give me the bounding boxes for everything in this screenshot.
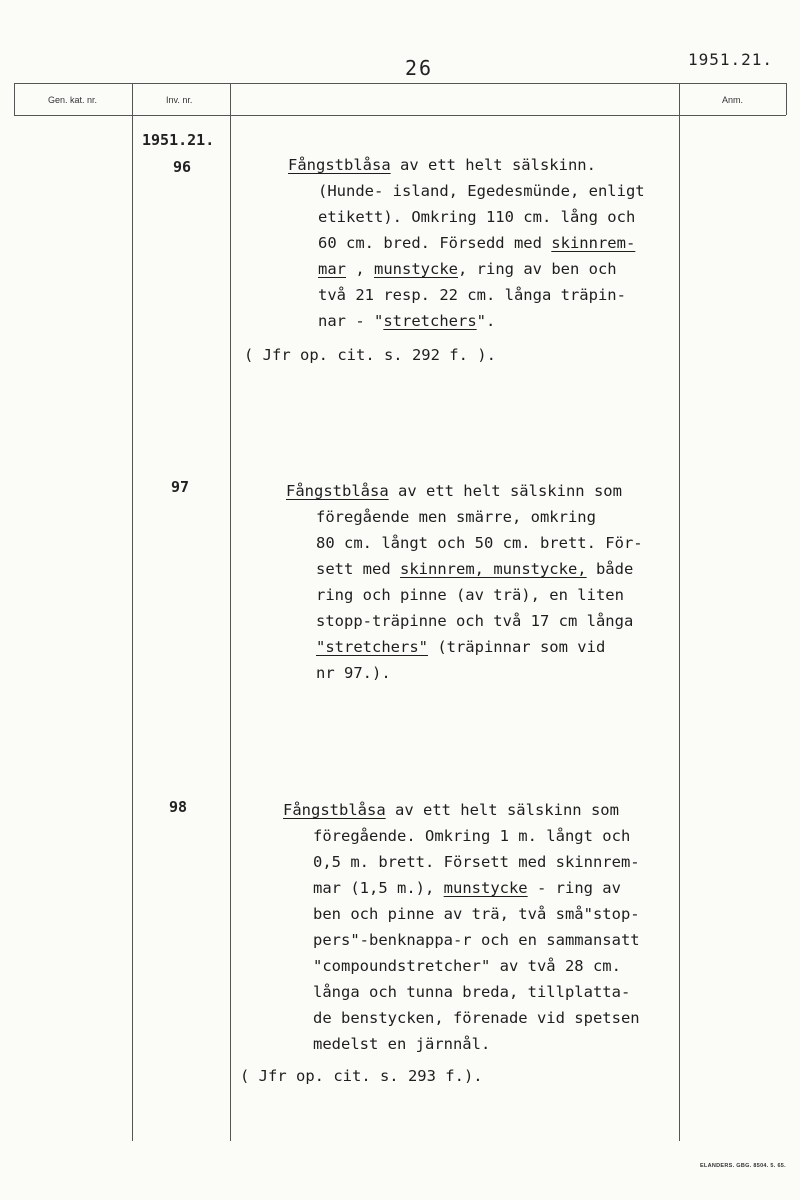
- entry-96-line: ".: [476, 312, 496, 330]
- entry-98-line: långa och tunna breda, tillplatta-: [313, 983, 631, 1001]
- entry-98-line: medelst en järnnål.: [313, 1035, 491, 1053]
- entry-97-underlined-term: skinnrem, munstycke,: [400, 560, 587, 578]
- entry-98-line: pers"-benknappa-r och en sammansatt: [313, 931, 640, 949]
- collection-number: 1951.21.: [142, 131, 215, 149]
- entry-96-line: två 21 resp. 22 cm. långa träpin-: [318, 286, 626, 304]
- entry-96-underlined-term: munstycke: [374, 260, 458, 278]
- entry-98-line: föregående. Omkring 1 m. långt och: [313, 827, 631, 845]
- entry-97-description: [286, 478, 716, 686]
- entry-98-line: "compoundstretcher" av två 28 cm.: [313, 957, 621, 975]
- column-head-inv-nr: Inv. nr.: [166, 95, 193, 105]
- entry-97-line: (träpinnar som vid: [427, 638, 606, 656]
- entry-97-line: föregående men smärre, omkring: [316, 508, 596, 526]
- entry-97-line: 80 cm. långt och 50 cm. brett. För-: [316, 534, 643, 552]
- entry-96-reference: ( Jfr op. cit. s. 292 f. ).: [244, 346, 496, 364]
- catalog-code: 1951.21.: [688, 50, 774, 69]
- entry-97-title: Fångstblåsa: [286, 482, 389, 500]
- entry-96-title: Fångstblåsa: [288, 156, 391, 174]
- entry-97-line: ring och pinne (av trä), en liten: [316, 586, 624, 604]
- entry-98-line: mar (1,5 m.),: [313, 879, 444, 897]
- entry-96-line: , ring av ben och: [458, 260, 617, 278]
- entry-98-line: 0,5 m. brett. Försett med skinnrem-: [313, 853, 640, 871]
- entry-97-underlined-term: "stretchers": [316, 638, 428, 656]
- entry-96-line: etikett). Omkring 110 cm. lång och: [318, 208, 636, 226]
- inventory-number-96: 96: [173, 158, 192, 176]
- entry-96-underlined-term: stretchers: [383, 312, 477, 330]
- entry-96-description: [288, 152, 718, 334]
- entry-98-line: - ring av: [527, 879, 621, 897]
- entry-97-line: av ett helt sälskinn som: [388, 482, 622, 500]
- column-divider-inv-desc: [230, 83, 231, 1141]
- entry-96-underlined-term: mar: [318, 260, 346, 278]
- page-number: 26: [405, 56, 434, 80]
- entry-98-line: ben och pinne av trä, två små"stop-: [313, 905, 640, 923]
- entry-98-line: de benstycken, förenade vid spetsen: [313, 1009, 640, 1027]
- entry-97-line: stopp-träpinne och två 17 cm långa: [316, 612, 634, 630]
- entry-98-line: av ett helt sälskinn som: [385, 801, 619, 819]
- entry-96-line: av ett helt sälskinn.: [390, 156, 596, 174]
- column-head-anm: Anm.: [722, 95, 744, 105]
- entry-98-description: [283, 797, 713, 1057]
- inventory-number-98: 98: [169, 798, 188, 816]
- left-border: [14, 83, 15, 115]
- header-top-rule: [14, 83, 786, 84]
- inventory-number-97: 97: [171, 478, 190, 496]
- entry-98-underlined-term: munstycke: [443, 879, 528, 897]
- entry-96-line: ,: [346, 260, 374, 278]
- entry-96-line: (Hunde- island, Egedesmünde, enligt: [318, 182, 645, 200]
- entry-98-title: Fångstblåsa: [283, 801, 386, 819]
- column-head-gen-kat-nr: Gen. kat. nr.: [48, 95, 98, 105]
- column-divider-gen-inv: [132, 83, 133, 1141]
- header-bottom-rule: [14, 115, 786, 116]
- entry-96-underlined-term: skinnrem-: [551, 234, 636, 252]
- right-border: [786, 83, 787, 115]
- entry-97-line: sett med: [316, 560, 400, 578]
- entry-96-line: nar - ": [318, 312, 384, 330]
- entry-97-line: både: [586, 560, 634, 578]
- printer-mark: ELANDERS. GBG. 8504. 5. 65.: [699, 1163, 786, 1169]
- entry-96-line: 60 cm. bred. Försedd med: [318, 234, 552, 252]
- entry-98-reference: ( Jfr op. cit. s. 293 f.).: [240, 1067, 483, 1085]
- entry-97-line: nr 97.).: [316, 664, 391, 682]
